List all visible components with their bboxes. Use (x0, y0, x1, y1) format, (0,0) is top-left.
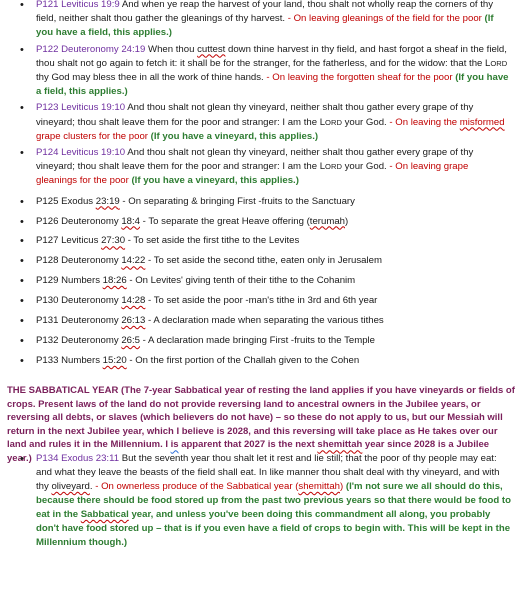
spellcheck-word: 26:13 (121, 314, 146, 326)
list-item: • P132 Deuteronomy 26:5 - A declaration made bringing First -fruits to the Temple (0, 334, 521, 348)
list-item: • P126 Deuteronomy 18:4 - To separate the great Heave offering (terumah) (0, 215, 521, 229)
scripture-ref: P121 Leviticus 19:9 (36, 0, 120, 10)
applicability-note: (If you have a field, this applies.) (36, 13, 494, 39)
spellcheck-word: shemittah (298, 481, 340, 492)
list-item: • P130 Deuteronomy 14:28 - To set aside the poor -man's tithe in 3rd and 6th year (0, 294, 521, 308)
scripture-ref: P124 Leviticus 19:10 (36, 147, 126, 159)
list-item: • P133 Numbers 15:20 - On the first portion of the Challah given to the Cohen (0, 354, 521, 368)
spellcheck-word: cuttest (197, 43, 226, 55)
spellcheck-word: misformed (459, 116, 505, 128)
spellcheck-word: terumah (309, 215, 345, 227)
scripture-text: And when ye reap the harvest of your land, thou shalt not wholly reap the corners of thy field, neither shalt thou gather the gleanings of thy harvest. (36, 0, 494, 25)
list-item: • P131 Deuteronomy 26:13 - A declaration made when separating the various tithes (0, 314, 521, 328)
list-item: • P125 Exodus 23:19 - On separating & bringing First -fruits to the Sanctuary (0, 195, 521, 209)
applicability-note: (If you have a vineyard, this applies.) (128, 175, 299, 187)
sabbatical-paragraph: THE SABBATICAL YEAR (The 7-year Sabbatical year of resting the land applies if you have vineyards or fields of crops. Present laws of the land do not provide reversing land to ancestral owners in the Jubilee years, or reversing all debts, or slaves (which believers do not have) – so these do not apply to us, but our Messiah will return in the next Jubilee year, which I believe is 2028, and this reversing will take place as He takes over our land and rules it in the Millennium. I is apparent that 2027 is the next shemittah year since 2028 is a Jubilee year.) (7, 385, 515, 464)
list-item: • P134 Exodus 23:11 But the seventh year thou shalt let it rest and lie still; that the poor of thy people may eat: and what they leave the beasts of the field shall eat. In like manner thou shalt deal with thy vineyard, and with thy oliveyard. - On ownerless produce of the Sabbatical year (shemittah) (I'm not sure we all should do this, because there should be food stored up from the past two previous years so that there would be food to eat in the Sabbatical year, and unless you've been doing this commandment all along, you probably don't have food stored up – that is if you even have a field of crops to begin with. This will be kept in the Millennium though.) (0, 452, 521, 550)
list-item: • P123 Leviticus 19:10 And thou shalt not glean thy vineyard, neither shalt thou gather every grape of thy vineyard; thou shalt leave them for the poor and stranger: I am the LORD your God. - On leaving the misformed grape clusters for the poor (If you have a vineyard, this applies.) (0, 101, 521, 144)
list-item (0, 0, 521, 41)
list-item: • P129 Numbers 18:26 - On Levites' giving tenth of their tithe to the Cohanim (0, 274, 521, 288)
applicability-note: (I'm not sure we all should do this, because there should be food stored up from the past two previous years so that there would be food to eat in the (36, 481, 511, 520)
section-heading: THE SABBATICAL YEAR (7, 385, 119, 396)
applicability-note: (If you have a field, this applies.) (36, 72, 509, 98)
commandment-title: - On leaving the forgotten sheaf for the poor (266, 72, 453, 84)
spellcheck-word: Sabbatical (80, 509, 129, 520)
list-item: • P122 Deuteronomy 24:19 When thou cuttest down thine harvest in thy field, and hast forgot a sheaf in the field, thou shalt not go again to fetch it: it shall be for the stranger, for the fatherless, and for the widow: that the LORD thy God may bless thee in all the work of thine hands. - On leaving the forgotten sheaf for the poor (If you have a field, this applies.) (0, 43, 521, 100)
spellcheck-word: oliveyard (51, 481, 90, 492)
spellcheck-word: 14:22 (121, 255, 146, 267)
list-item: • P128 Deuteronomy 14:22 - To set aside the second tithe, eaten only in Jerusalem (0, 254, 521, 268)
spellcheck-word: 14:28 (121, 295, 146, 307)
commandment-title: - On leaving gleanings of the field for the poor (287, 13, 482, 25)
scripture-ref: P134 Exodus 23:11 (36, 453, 120, 464)
commandment-title: - On ownerless produce of the Sabbatical year ( (95, 481, 299, 492)
list-item: • P127 Leviticus 27:30 - To set aside the first tithe to the Levites (0, 234, 521, 248)
spellcheck-word: 23:19 (95, 195, 120, 207)
scripture-ref: P122 Deuteronomy 24:19 (36, 43, 146, 55)
spellcheck-word: shemittah (317, 439, 363, 451)
commandment-title: - On leaving the (389, 116, 460, 128)
scripture-ref: P123 Leviticus 19:10 (36, 102, 126, 114)
commandment-title: - On leaving grape gleanings for the poor (36, 161, 469, 187)
spellcheck-word: 27:30 (101, 235, 126, 247)
spellcheck-word: 18:4 (121, 215, 141, 227)
list-item: • P124 Leviticus 19:10 And thou shalt not glean thy vineyard, neither shalt thou gather every grape of thy vineyard; thou shalt leave them for the poor and stranger: I am the LORD your God. - On leaving grape gleanings for the poor (If you have a vineyard, this applies.) (0, 146, 521, 189)
applicability-note: (If you have a vineyard, this applies.) (148, 130, 319, 142)
spellcheck-word: is (170, 439, 179, 451)
spellcheck-word: 18:26 (102, 275, 127, 287)
spellcheck-word: 15:20 (102, 354, 127, 366)
spellcheck-word: 26:5 (121, 334, 141, 346)
commandment-list (0, 452, 521, 550)
